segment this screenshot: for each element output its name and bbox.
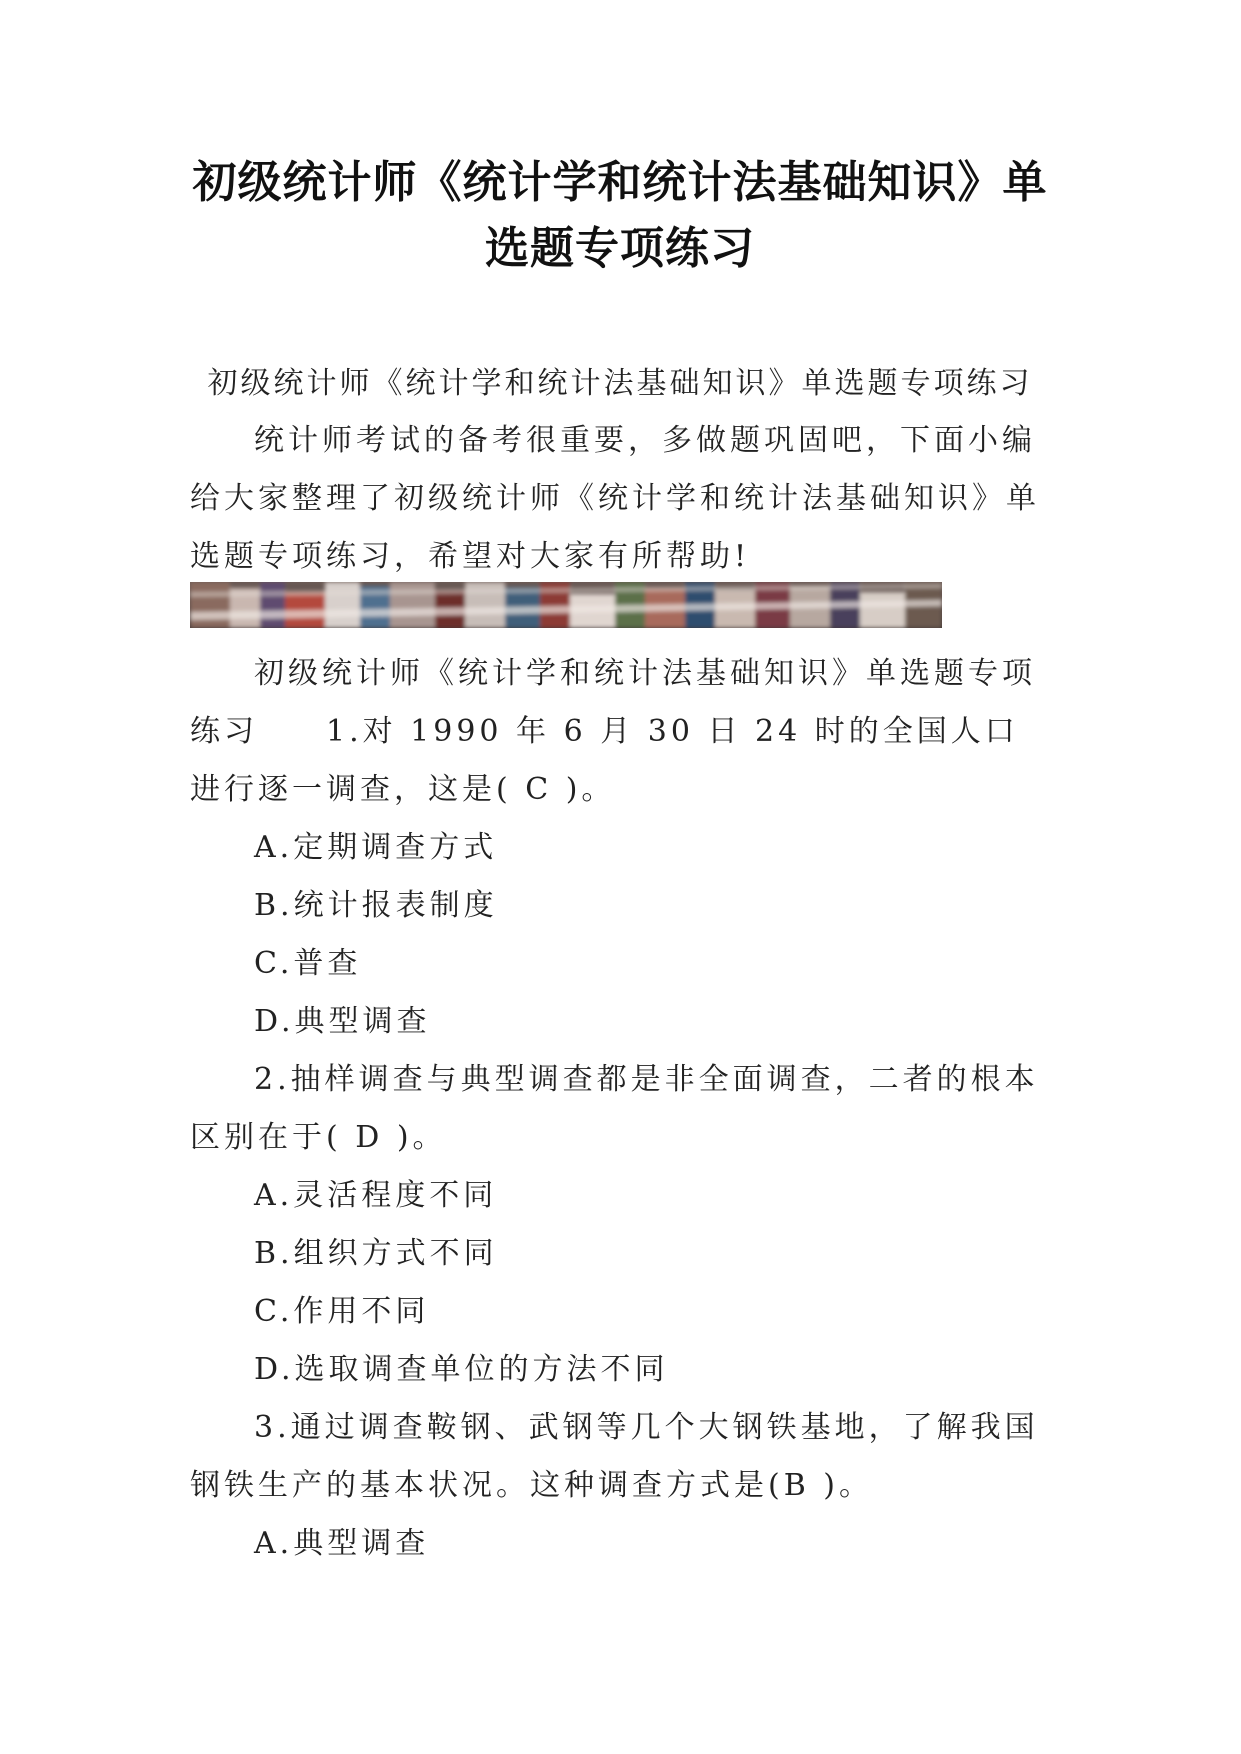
q1-option-a: A.定期调查方式 — [254, 830, 498, 865]
q2-option-a: A.灵活程度不同 — [254, 1178, 498, 1213]
document-subtitle: 初级统计师《统计学和统计法基础知识》单选题专项练习 — [207, 366, 1033, 401]
q1-option-b: B.统计报表制度 — [254, 888, 498, 923]
question-3: 3.通过调查鞍钢、武钢等几个大钢铁基地，了解我国钢铁生产的基本状况。这种调查方式是(B )。 — [190, 1410, 1039, 1503]
intro-paragraph: 统计师考试的备考很重要，多做题巩固吧，下面小编给大家整理了初级统计师《统计学和统计法基础知识》单选题专项练习，希望对大家有所帮助! — [190, 423, 1040, 574]
document-title: 初级统计师《统计学和统计法基础知识》单选题专项练习 — [192, 157, 1048, 274]
q1-option-d: D.典型调查 — [254, 1004, 431, 1039]
q2-option-c: C.作用不同 — [254, 1294, 430, 1329]
q3-option-a: A.典型调查 — [254, 1526, 430, 1561]
section-heading-with-question-1: 初级统计师《统计学和统计法基础知识》单选题专项练习 1.对 1990 年 6 月 30 日 24 时的全国人口进行逐一调查，这是( C )。 — [190, 656, 1036, 807]
bookshelf-banner-image — [190, 582, 942, 628]
q2-option-d: D.选取调查单位的方法不同 — [254, 1352, 669, 1387]
question-2: 2.抽样调查与典型调查都是非全面调查，二者的根本区别在于( D )。 — [190, 1062, 1039, 1155]
q2-option-b: B.组织方式不同 — [254, 1236, 498, 1271]
q1-option-c: C.普查 — [254, 946, 362, 981]
